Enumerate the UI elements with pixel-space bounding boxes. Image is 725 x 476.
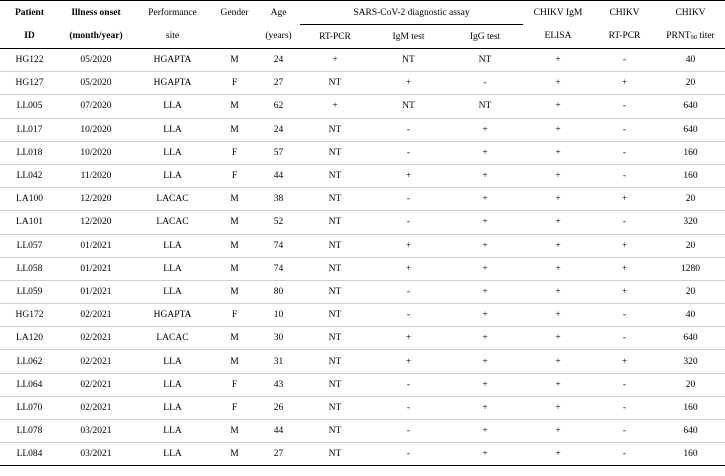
cell-age: 27 [257,443,300,466]
cell-performance-site: LACAC [133,327,212,350]
cell-age: 43 [257,373,300,396]
header-sars-group: SARS-CoV-2 diagnostic assay [300,1,523,25]
cell-age: 38 [257,188,300,211]
cell-performance-site: HGAPTA [133,72,212,95]
cell-sars-rtpcr: NT [300,396,370,419]
cell-sars-rtpcr: NT [300,304,370,327]
cell-performance-site: LLA [133,280,212,303]
cell-chikv-igm-elisa: + [523,141,593,164]
cell-sars-rtpcr: NT [300,72,370,95]
cell-patient-id: LA120 [0,327,59,350]
cell-age: 24 [257,118,300,141]
cell-gender: F [212,72,257,95]
cell-sars-rtpcr: NT [300,118,370,141]
cell-chikv-igm-elisa: + [523,373,593,396]
cell-sars-igg: + [447,164,523,187]
cell-sars-igm: + [370,257,447,280]
header-chikv-prnt-line2 [656,25,725,49]
cell-age: 44 [257,164,300,187]
cell-chikv-prnt-titer: 640 [656,420,725,443]
cell-chikv-prnt-titer: 40 [656,304,725,327]
cell-gender: M [212,211,257,234]
cell-sars-igg: + [447,234,523,257]
table-row [0,188,725,211]
prnt-titer-label: titer [697,31,715,42]
header-illness-onset-line2: (month/year) [59,25,133,49]
cell-chikv-prnt-titer: 320 [656,350,725,373]
cell-gender: M [212,95,257,118]
header-gender-line2 [212,25,257,49]
cell-illness-onset: 01/2021 [59,280,133,303]
cell-chikv-rtpcr: + [593,257,656,280]
header-sars-igg: IgG test [447,25,523,49]
header-performance-site: Performance [133,1,212,25]
cell-sars-igg: + [447,280,523,303]
cell-performance-site: HGAPTA [133,304,212,327]
cell-gender: M [212,234,257,257]
cell-sars-rtpcr: NT [300,188,370,211]
cell-chikv-igm-elisa: + [523,49,593,72]
header-patient-id: Patient [0,1,59,25]
cell-chikv-prnt-titer: 1280 [656,257,725,280]
cell-chikv-rtpcr: - [593,141,656,164]
cell-gender: M [212,280,257,303]
cell-chikv-prnt-titer: 160 [656,141,725,164]
cell-chikv-prnt-titer: 40 [656,49,725,72]
cell-illness-onset: 02/2021 [59,373,133,396]
cell-sars-igm: + [370,350,447,373]
cell-chikv-rtpcr: - [593,164,656,187]
cell-sars-igm: + [370,327,447,350]
cell-illness-onset: 05/2020 [59,72,133,95]
cell-performance-site: HGAPTA [133,49,212,72]
cell-gender: F [212,373,257,396]
cell-sars-igg: NT [447,49,523,72]
cell-gender: F [212,304,257,327]
table-row [0,211,725,234]
header-chikv-igm-line2: ELISA [523,25,593,49]
cell-age: 57 [257,141,300,164]
cell-chikv-rtpcr: - [593,327,656,350]
cell-chikv-igm-elisa: + [523,234,593,257]
table-row [0,164,725,187]
cell-chikv-rtpcr: - [593,443,656,466]
cell-sars-igm: - [370,118,447,141]
cell-sars-igm: - [370,304,447,327]
cell-sars-igm: - [370,443,447,466]
cell-gender: F [212,396,257,419]
cell-gender: F [212,164,257,187]
cell-sars-igg: + [447,420,523,443]
cell-patient-id: LL018 [0,141,59,164]
cell-age: 74 [257,234,300,257]
cell-illness-onset: 03/2021 [59,443,133,466]
cell-chikv-prnt-titer: 160 [656,164,725,187]
cell-sars-rtpcr: NT [300,211,370,234]
cell-sars-rtpcr: + [300,49,370,72]
cell-chikv-igm-elisa: + [523,72,593,95]
cell-gender: M [212,443,257,466]
table-row [0,327,725,350]
cell-sars-igg: + [447,443,523,466]
cell-gender: M [212,420,257,443]
cell-patient-id: LL078 [0,420,59,443]
header-age-line2: (years) [257,25,300,49]
cell-sars-rtpcr: NT [300,420,370,443]
cell-age: 80 [257,280,300,303]
table-row [0,141,725,164]
cell-sars-igm: - [370,420,447,443]
cell-sars-igg: + [447,257,523,280]
cell-gender: M [212,118,257,141]
header-chikv-rtpcr: CHIKV [593,1,656,25]
cell-patient-id: HG172 [0,304,59,327]
cell-patient-id: LL070 [0,396,59,419]
cell-chikv-prnt-titer: 640 [656,327,725,350]
header-chikv-rtpcr-line2: RT-PCR [593,25,656,49]
cell-sars-rtpcr: NT [300,350,370,373]
cell-sars-igm: + [370,234,447,257]
cell-chikv-prnt-titer: 20 [656,188,725,211]
cell-sars-igm: + [370,72,447,95]
table-row [0,420,725,443]
cell-illness-onset: 12/2020 [59,211,133,234]
cell-sars-igg: + [447,396,523,419]
cell-chikv-rtpcr: - [593,118,656,141]
cell-illness-onset: 02/2021 [59,396,133,419]
cell-illness-onset: 05/2020 [59,49,133,72]
table-row [0,234,725,257]
cell-performance-site: LLA [133,95,212,118]
cell-sars-igg: + [447,211,523,234]
cell-chikv-rtpcr: + [593,188,656,211]
cell-sars-igg: + [447,118,523,141]
cell-performance-site: LACAC [133,188,212,211]
cell-chikv-prnt-titer: 20 [656,280,725,303]
cell-illness-onset: 07/2020 [59,95,133,118]
cell-sars-rtpcr: NT [300,234,370,257]
cell-sars-rtpcr: NT [300,443,370,466]
cell-chikv-rtpcr: + [593,280,656,303]
table-row [0,304,725,327]
cell-sars-igm: - [370,211,447,234]
cell-patient-id: LL064 [0,373,59,396]
cell-patient-id: LA100 [0,188,59,211]
table-body [0,49,725,466]
cell-sars-rtpcr: NT [300,280,370,303]
cell-performance-site: LLA [133,141,212,164]
cell-chikv-prnt-titer: 20 [656,234,725,257]
cell-patient-id: HG127 [0,72,59,95]
header-chikv-igm: CHIKV IgM [523,1,593,25]
cell-sars-rtpcr: NT [300,327,370,350]
cell-patient-id: LA101 [0,211,59,234]
cell-age: 24 [257,49,300,72]
cell-sars-igg: - [447,72,523,95]
cell-chikv-igm-elisa: + [523,188,593,211]
cell-performance-site: LLA [133,443,212,466]
cell-chikv-igm-elisa: + [523,211,593,234]
cell-sars-igm: - [370,141,447,164]
header-illness-onset: Illness onset [59,1,133,25]
header-chikv-prnt: CHIKV [656,1,725,25]
cell-patient-id: HG122 [0,49,59,72]
cell-chikv-igm-elisa: + [523,280,593,303]
cell-sars-igm: + [370,164,447,187]
cell-sars-igm: - [370,373,447,396]
cell-illness-onset: 02/2021 [59,350,133,373]
cell-chikv-igm-elisa: + [523,396,593,419]
cell-age: 30 [257,327,300,350]
cell-performance-site: LLA [133,373,212,396]
cell-chikv-igm-elisa: + [523,327,593,350]
cell-chikv-prnt-titer: 640 [656,95,725,118]
cell-sars-igg: + [447,188,523,211]
cell-sars-rtpcr: NT [300,141,370,164]
cell-chikv-rtpcr: - [593,373,656,396]
cell-sars-igg: + [447,304,523,327]
cell-chikv-rtpcr: - [593,211,656,234]
header-sars-igm: IgM test [370,25,447,49]
cell-age: 74 [257,257,300,280]
cell-chikv-rtpcr: + [593,72,656,95]
cell-chikv-rtpcr: - [593,95,656,118]
cell-chikv-rtpcr: - [593,49,656,72]
cell-patient-id: LL042 [0,164,59,187]
cell-chikv-prnt-titer: 20 [656,72,725,95]
cell-patient-id: LL059 [0,280,59,303]
table-row [0,396,725,419]
cell-illness-onset: 03/2021 [59,420,133,443]
table-row [0,350,725,373]
header-age: Age [257,1,300,25]
cell-chikv-rtpcr: + [593,350,656,373]
prnt-subscript: 90 [690,34,698,42]
cell-sars-igg: + [447,373,523,396]
cell-chikv-igm-elisa: + [523,350,593,373]
cell-chikv-prnt-titer: 160 [656,443,725,466]
cell-performance-site: LLA [133,257,212,280]
cell-performance-site: LACAC [133,211,212,234]
table-row [0,118,725,141]
cell-age: 31 [257,350,300,373]
cell-sars-igm: - [370,280,447,303]
cell-age: 27 [257,72,300,95]
table-row [0,49,725,72]
header-performance-site-line2: site [133,25,212,49]
cell-sars-rtpcr: NT [300,164,370,187]
cell-gender: M [212,257,257,280]
table-row [0,257,725,280]
cell-gender: F [212,141,257,164]
cell-sars-igg: + [447,327,523,350]
cell-sars-rtpcr: NT [300,373,370,396]
table-row [0,72,725,95]
cell-chikv-igm-elisa: + [523,164,593,187]
table-row [0,373,725,396]
cell-patient-id: LL084 [0,443,59,466]
cell-sars-igm: - [370,396,447,419]
cell-performance-site: LLA [133,420,212,443]
cell-illness-onset: 12/2020 [59,188,133,211]
cell-chikv-igm-elisa: + [523,443,593,466]
cell-age: 10 [257,304,300,327]
cell-sars-igg: NT [447,95,523,118]
cell-sars-igm: - [370,188,447,211]
cell-patient-id: LL005 [0,95,59,118]
cell-illness-onset: 10/2020 [59,118,133,141]
cell-age: 62 [257,95,300,118]
cell-patient-id: LL017 [0,118,59,141]
cell-gender: M [212,49,257,72]
cell-age: 52 [257,211,300,234]
cell-patient-id: LL058 [0,257,59,280]
header-patient-id-line2: ID [0,25,59,49]
table-row [0,280,725,303]
cell-performance-site: LLA [133,118,212,141]
prnt-label: PRNT [666,31,691,42]
header-sars-rtpcr: RT-PCR [300,25,370,49]
cell-sars-rtpcr: NT [300,257,370,280]
cell-gender: M [212,188,257,211]
cell-chikv-rtpcr: - [593,304,656,327]
cell-sars-igm: NT [370,49,447,72]
cell-sars-igm: NT [370,95,447,118]
cell-age: 26 [257,396,300,419]
cell-performance-site: LLA [133,396,212,419]
cell-chikv-rtpcr: + [593,234,656,257]
cell-illness-onset: 10/2020 [59,141,133,164]
cell-chikv-igm-elisa: + [523,95,593,118]
cell-chikv-prnt-titer: 640 [656,118,725,141]
cell-chikv-rtpcr: - [593,420,656,443]
cell-sars-igg: + [447,350,523,373]
table-header [0,1,725,49]
header-gender: Gender [212,1,257,25]
cell-performance-site: LLA [133,234,212,257]
cell-illness-onset: 11/2020 [59,164,133,187]
table-row [0,95,725,118]
cell-sars-igg: + [447,141,523,164]
cell-chikv-prnt-titer: 160 [656,396,725,419]
cell-gender: M [212,350,257,373]
cell-illness-onset: 02/2021 [59,304,133,327]
cell-gender: M [212,327,257,350]
cell-chikv-igm-elisa: + [523,118,593,141]
cell-performance-site: LLA [133,350,212,373]
cell-illness-onset: 01/2021 [59,234,133,257]
cell-chikv-prnt-titer: 320 [656,211,725,234]
cell-chikv-prnt-titer: 20 [656,373,725,396]
cell-illness-onset: 01/2021 [59,257,133,280]
cell-age: 44 [257,420,300,443]
table-row [0,443,725,466]
cell-sars-rtpcr: + [300,95,370,118]
cell-patient-id: LL062 [0,350,59,373]
cell-performance-site: LLA [133,164,212,187]
cell-chikv-igm-elisa: + [523,304,593,327]
cell-chikv-rtpcr: - [593,396,656,419]
cell-chikv-igm-elisa: + [523,257,593,280]
cell-patient-id: LL057 [0,234,59,257]
cell-chikv-igm-elisa: + [523,420,593,443]
cell-illness-onset: 02/2021 [59,327,133,350]
